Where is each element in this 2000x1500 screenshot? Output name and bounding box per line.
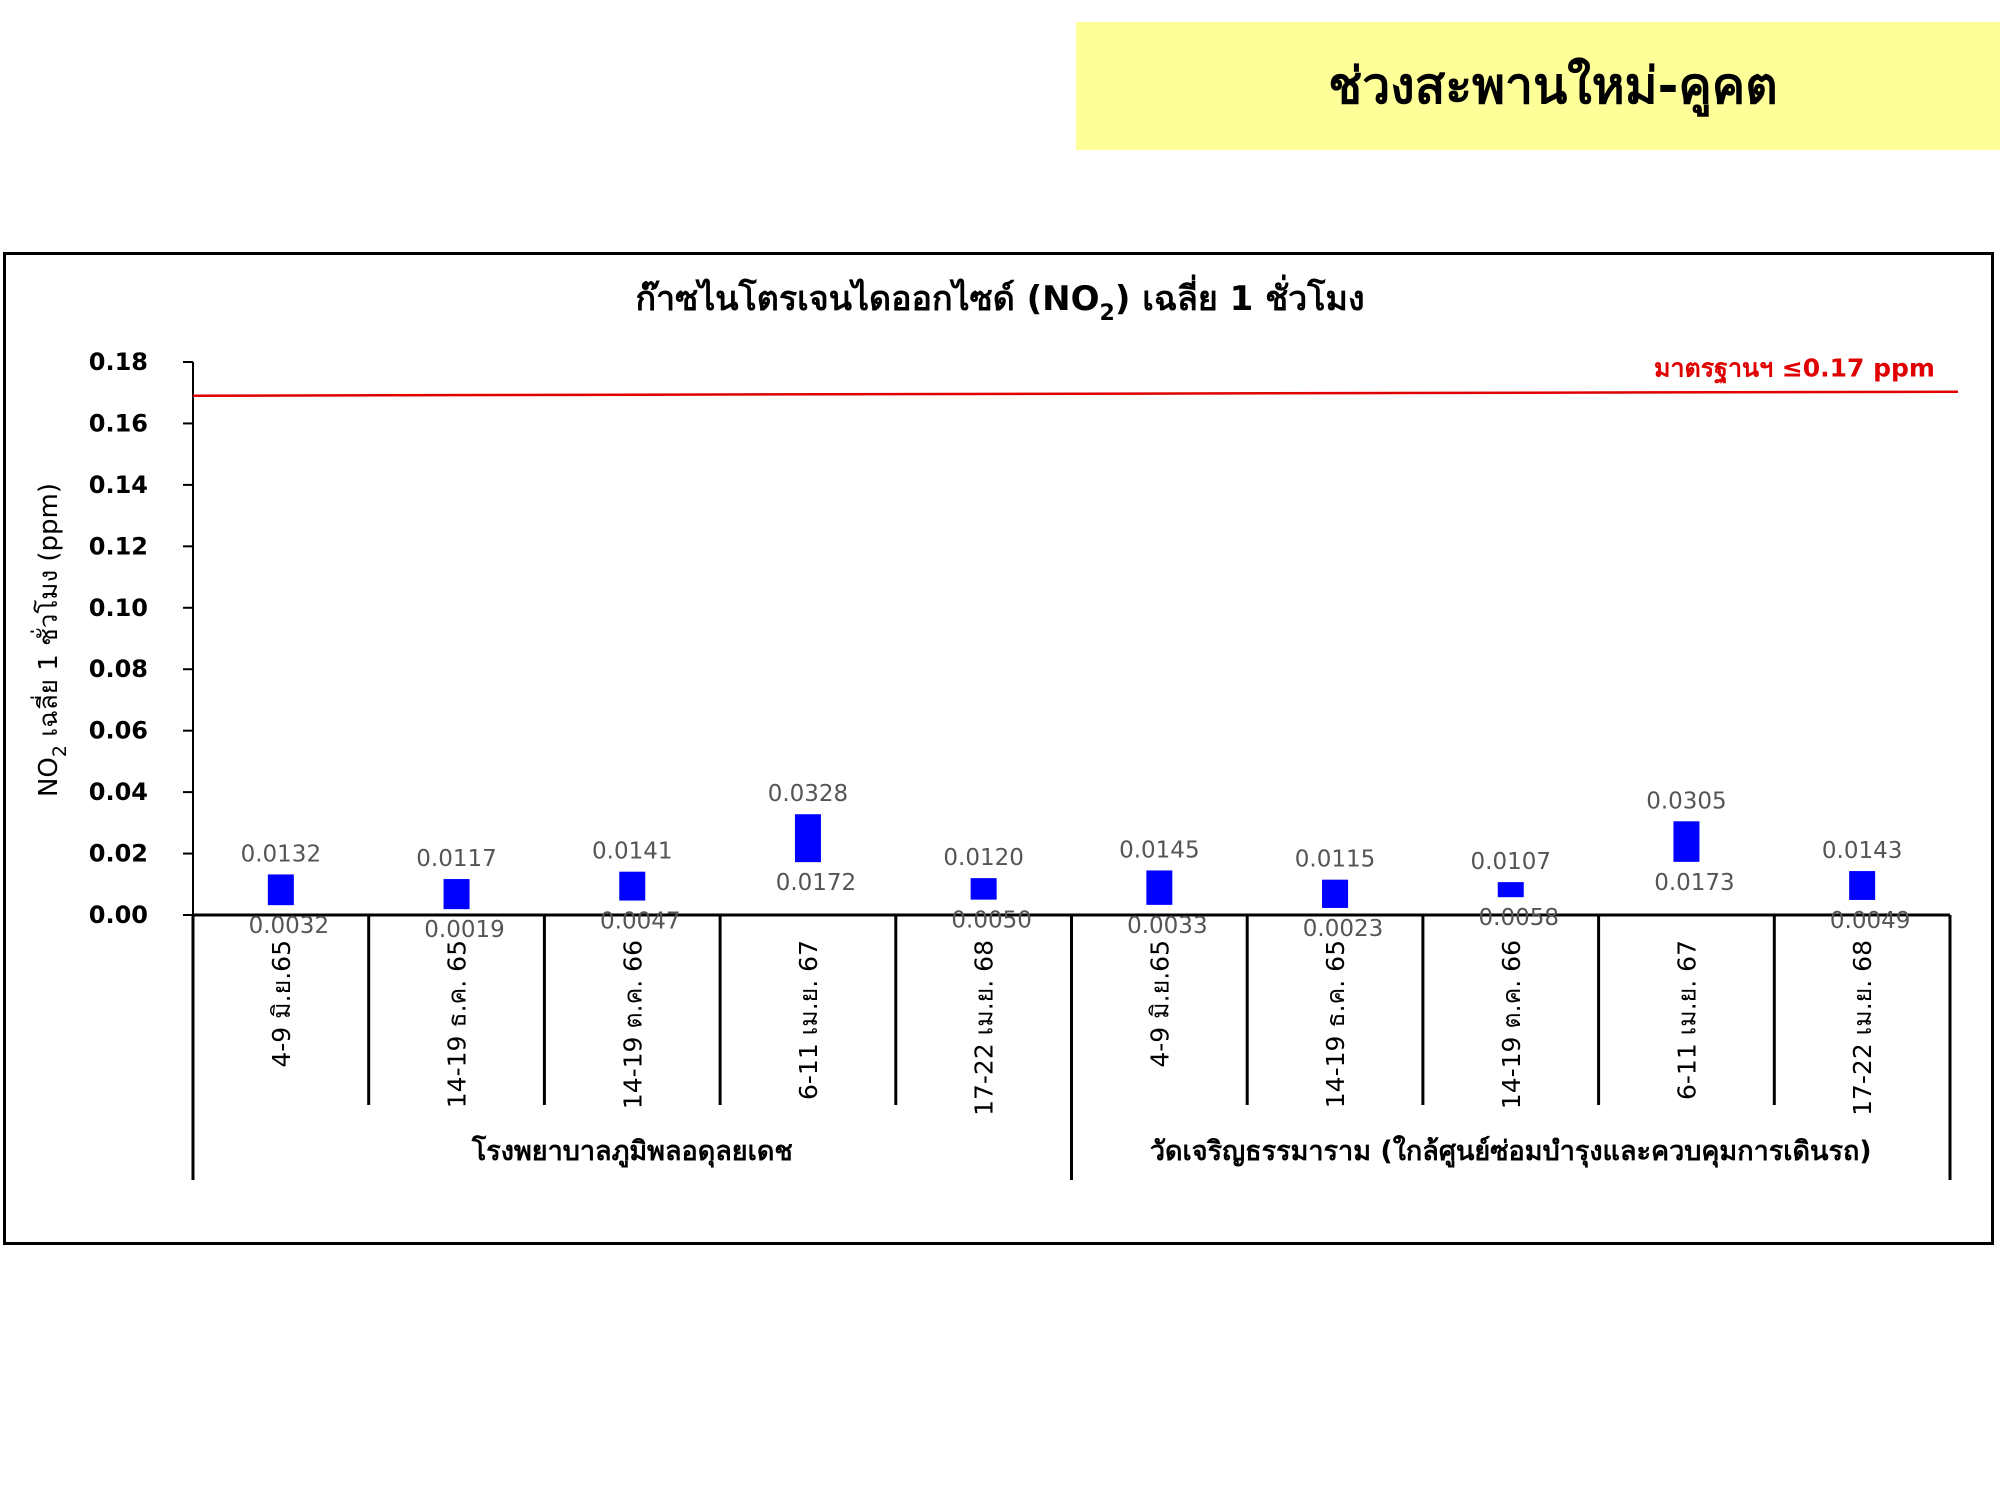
data-label-min: 0.0173 [1654, 869, 1735, 896]
data-label-max: 0.0120 [943, 845, 1024, 872]
bar [971, 878, 997, 900]
data-label-min: 0.0023 [1302, 915, 1384, 942]
bar [1673, 821, 1699, 862]
y-tick-label: 0.12 [88, 532, 148, 561]
bar [619, 872, 645, 901]
data-label-max: 0.0117 [416, 846, 497, 873]
data-label-min: 0.0058 [1478, 905, 1559, 932]
data-label-min: 0.0019 [424, 917, 505, 944]
y-tick-label: 0.02 [88, 839, 148, 868]
y-tick-label: 0.08 [88, 655, 148, 684]
data-label-min: 0.0047 [600, 908, 681, 935]
data-label-max: 0.0115 [1294, 846, 1376, 873]
category-label: 14-19 ต.ค. 66 [1496, 940, 1526, 1110]
plot-area [89, 348, 1958, 1180]
category-label: 17-22 เม.ย. 68 [1848, 940, 1878, 1116]
y-tick-label: 0.06 [88, 716, 148, 745]
bar [268, 874, 294, 905]
category-label: 14-19 ต.ค. 66 [618, 940, 648, 1110]
category-label: 17-22 เม.ย. 68 [969, 940, 999, 1116]
y-tick-label: 0.18 [88, 348, 148, 376]
data-label-min: 0.0050 [951, 907, 1032, 934]
chart-title-subscript: 2 [1099, 301, 1115, 326]
data-label-max: 0.0305 [1646, 788, 1727, 815]
data-label-min: 0.0172 [775, 870, 857, 897]
data-label-min: 0.0032 [248, 913, 330, 940]
category-label: 4-9 มิ.ย.65 [1145, 940, 1175, 1068]
y-tick-label: 0.10 [88, 593, 148, 622]
category-label: 14-19 ธ.ค. 65 [1321, 940, 1351, 1109]
data-label-max: 0.0328 [767, 781, 849, 808]
category-label: 6-11 เม.ย. 67 [1672, 940, 1702, 1101]
y-tick-label: 0.00 [88, 901, 148, 929]
data-label-max: 0.0141 [592, 838, 673, 865]
bar [1498, 882, 1524, 897]
bar [795, 814, 821, 862]
y-tick-label: 0.14 [88, 470, 148, 499]
bar [1322, 880, 1348, 908]
y-tick-label: 0.16 [88, 409, 148, 438]
data-label-min: 0.0049 [1829, 907, 1911, 934]
bar [1849, 871, 1875, 900]
data-label-max: 0.0132 [240, 841, 322, 868]
chart-title: ก๊าซไนโตรเจนไดออกไซด์ $(NO_2)$ เฉลี่ย 1 ชั่วโมง [635, 279, 1365, 326]
y-axis-label: $NO_2$ เฉลี่ย 1 ชั่วโมง (ppm) [34, 482, 71, 798]
bar [1146, 870, 1172, 904]
y-axis-label-subscript: 2 [49, 745, 71, 758]
data-label-min: 0.0033 [1127, 912, 1208, 939]
group-label: วัดเจริญธรรมาราม (ใกล้ศูนย์ซ่อมบำรุงและควบคุมการเดินรถ) [1149, 1136, 1872, 1167]
group-label: โรงพยาบาลภูมิพลอดุลยเดช [471, 1136, 793, 1167]
data-label-max: 0.0145 [1119, 837, 1200, 864]
banner-title: ช่วงสะพานใหม่-คูคต [1328, 56, 1778, 115]
data-label-max: 0.0107 [1470, 849, 1551, 876]
category-label: 6-11 เม.ย. 67 [793, 940, 823, 1101]
category-label: 4-9 มิ.ย.65 [266, 940, 296, 1068]
category-label: 14-19 ธ.ค. 65 [442, 940, 472, 1109]
data-label-max: 0.0143 [1821, 838, 1903, 865]
standard-label: มาตรฐานฯ ≤0.17 ppm [1653, 353, 1935, 383]
y-tick-label: 0.04 [88, 778, 148, 807]
standard-line [193, 392, 1958, 396]
bar [444, 879, 470, 909]
